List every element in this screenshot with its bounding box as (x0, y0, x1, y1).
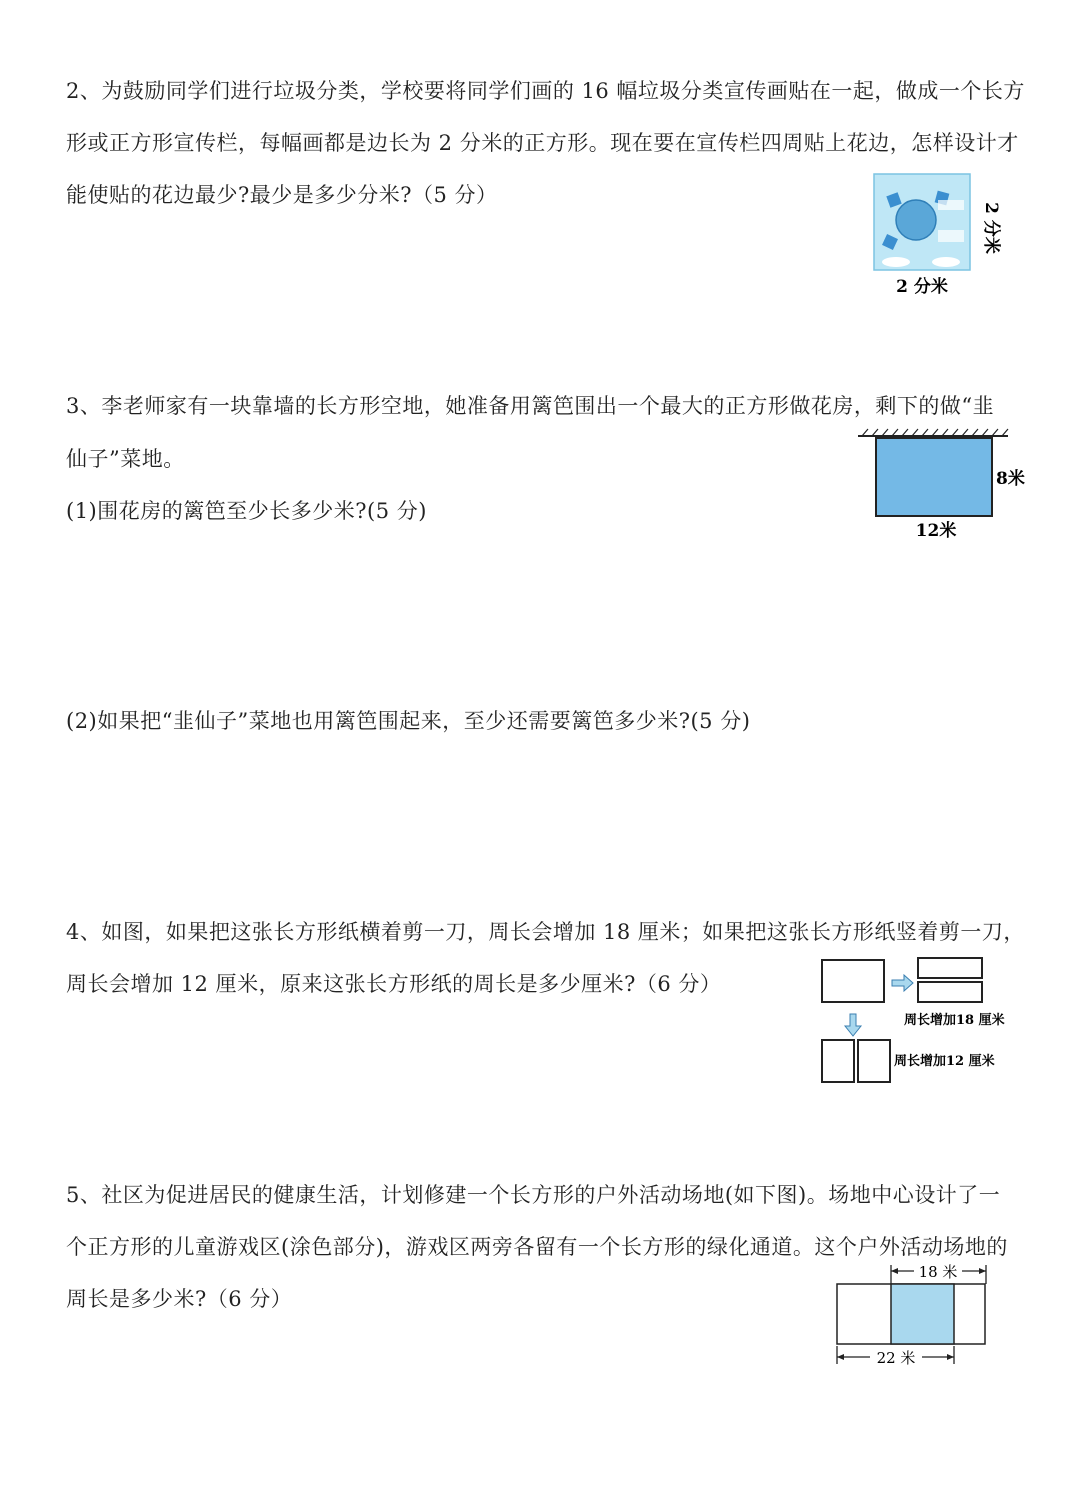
q4-label-vertical: 周长增加12 厘米 (894, 1054, 995, 1069)
earth-icon (896, 200, 936, 240)
q4-label-horizontal: 周长增加18 厘米 (904, 1013, 1005, 1028)
q2-line-2: 形或正方形宣传栏，每幅画都是边长为 2 分米的正方形。现在要在宣传栏四周贴上花边，怎样设计才 (66, 131, 1019, 155)
q3-part1: (1)围花房的篱笆至少长多少米?(5 分) (66, 499, 427, 523)
cut-horizontal-top (918, 958, 982, 978)
cut-horizontal-bottom (918, 982, 982, 1002)
q2-side-label: 2 分米 (981, 202, 1001, 254)
q5-line-2: 个正方形的儿童游戏区(涂色部分)，游戏区两旁各留有一个长方形的绿化通道。这个户外活动场地的 (66, 1235, 1008, 1259)
q5-playground-figure (830, 1258, 1000, 1372)
cloud-icon (882, 257, 910, 267)
q2-bottom-label: 2 分米 (896, 277, 948, 297)
q2-line-1: 2、为鼓励同学们进行垃圾分类，学校要将同学们画的 16 幅垃圾分类宣传画贴在一起，做成一个长方 (66, 79, 1025, 103)
q2-poster-figure (866, 170, 1006, 304)
q4-paper-figure (816, 952, 1036, 1096)
q3-height-label: 8米 (996, 469, 1025, 489)
q3-line-2: 仙子”菜地。 (66, 447, 185, 471)
q5-line-3: 周长是多少米?（6 分） (66, 1287, 293, 1311)
q5-top-label: 18 米 (918, 1263, 958, 1281)
q4-line-1: 4、如图，如果把这张长方形纸横着剪一刀，周长会增加 18 厘米；如果把这张长方形纸竖着剪一刀， (66, 920, 1025, 944)
cloud-icon (932, 257, 960, 267)
q5-line-1: 5、社区为促进居民的健康生活，计划修建一个长方形的户外活动场地(如下图)。场地中心设计了一 (66, 1183, 1001, 1207)
children-play-area (891, 1284, 954, 1344)
q2-line-3: 能使贴的花边最少?最少是多少分米?（5 分） (66, 183, 498, 207)
cut-vertical-left (822, 1040, 854, 1082)
q5-bottom-label: 22 米 (876, 1349, 916, 1367)
vacant-lot-rect (876, 438, 992, 516)
cut-vertical-right (858, 1040, 890, 1082)
q4-line-2: 周长会增加 12 厘米，原来这张长方形纸的周长是多少厘米?（6 分） (66, 972, 722, 996)
q3-part2: (2)如果把“韭仙子”菜地也用篱笆围起来，至少还需要篱笆多少米?(5 分) (66, 709, 751, 733)
arrow-down-icon (845, 1014, 861, 1036)
q3-garden-figure (856, 426, 1036, 550)
wall-hatching (862, 429, 1008, 436)
arrow-right-icon (892, 975, 913, 991)
q3-width-label: 12米 (915, 521, 957, 541)
original-paper-rect (822, 960, 884, 1002)
q3-line-1: 3、李老师家有一块靠墙的长方形空地，她准备用篱笆围出一个最大的正方形做花房，剩下的做“韭 (66, 394, 995, 418)
